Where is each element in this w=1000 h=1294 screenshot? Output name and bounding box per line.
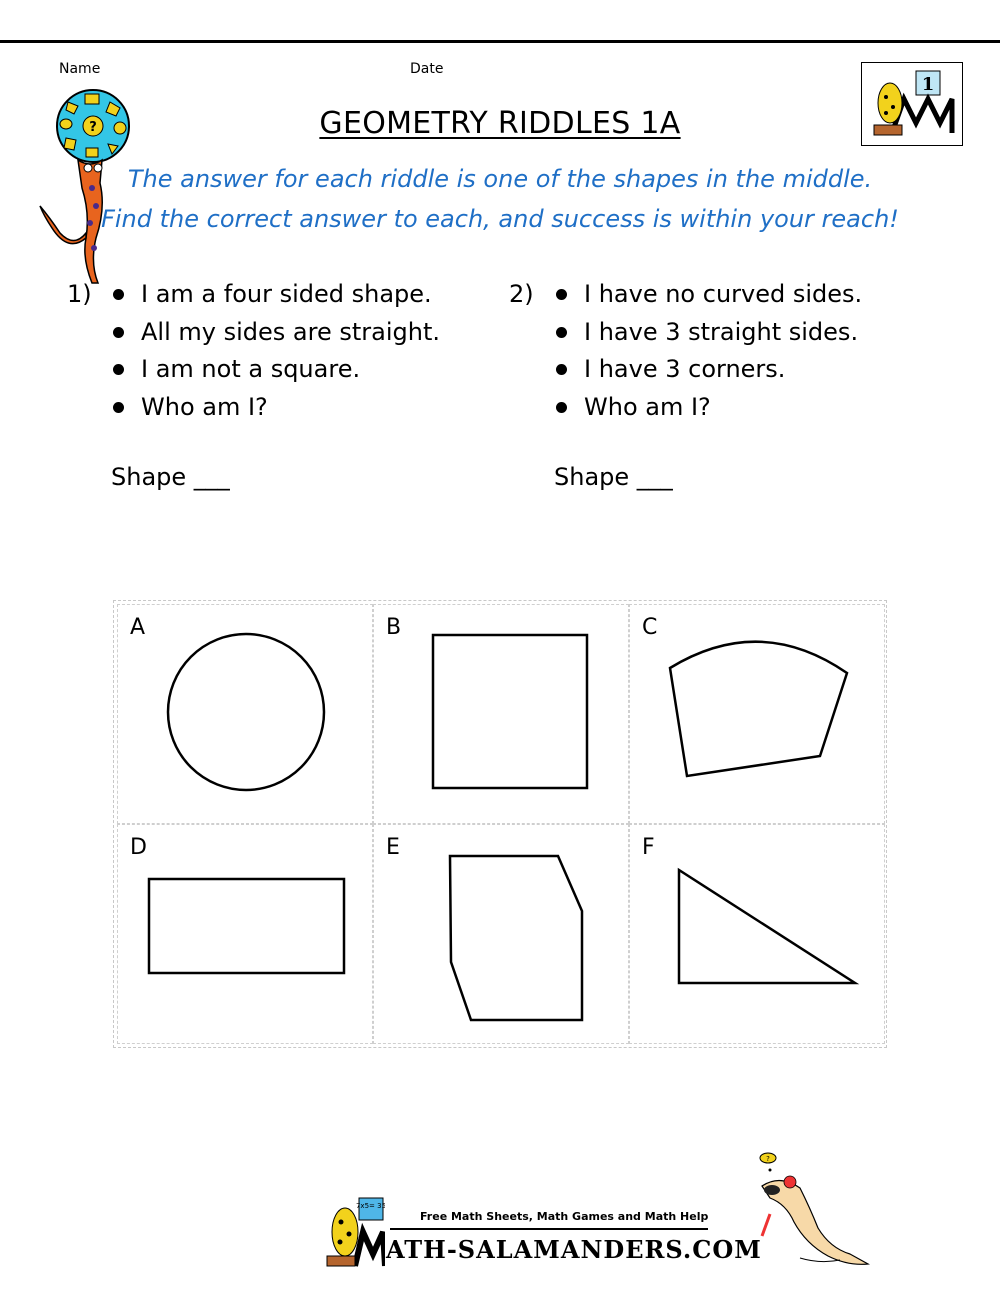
shape-label: E	[386, 835, 400, 860]
clue: Who am I?	[111, 392, 451, 430]
footer-rule	[390, 1228, 708, 1230]
footer-badge-text: 7x5= 35	[355, 1202, 385, 1210]
thinking-salamander-illustration	[740, 1148, 870, 1270]
shape-label: D	[130, 835, 147, 860]
intro-line-2: Find the correct answer to each, and success is within your reach!	[101, 205, 899, 233]
hexagon-shape-icon	[374, 825, 630, 1045]
shape-cell-c	[629, 604, 885, 824]
shape-cell-e	[373, 824, 629, 1044]
clue: I have 3 straight sides.	[554, 317, 894, 355]
clue: I am a four sided shape.	[111, 279, 451, 317]
shape-cell-f	[629, 824, 885, 1044]
page-title: GEOMETRY RIDDLES 1A	[319, 106, 681, 141]
riddle-2-number: 2)	[509, 280, 534, 308]
svg-text:?: ?	[89, 120, 97, 135]
shapes-grid	[113, 600, 887, 1048]
shape-label: C	[642, 615, 658, 640]
name-label: Name	[59, 61, 101, 77]
shape-cell-d	[117, 824, 373, 1044]
footer-tagline: Free Math Sheets, Math Games and Math Help	[420, 1210, 709, 1223]
intro-line-1: The answer for each riddle is one of the shapes in the middle.	[127, 165, 873, 193]
riddle-1-answer: Shape ___	[111, 463, 230, 491]
right-triangle-shape-icon	[630, 825, 886, 1045]
clue: I have no curved sides.	[554, 279, 894, 317]
clue: I have 3 corners.	[554, 354, 894, 392]
square-shape-icon	[374, 605, 630, 825]
circle-shape-icon	[118, 605, 374, 825]
shape-label: A	[130, 615, 146, 640]
rectangle-shape-icon	[118, 825, 374, 1045]
grade-number: 1	[921, 74, 935, 95]
shape-cell-b	[373, 604, 629, 824]
riddle-1-number: 1)	[67, 280, 92, 308]
riddle-2-answer: Shape ___	[554, 463, 673, 491]
clue: All my sides are straight.	[111, 317, 451, 355]
clue: I am not a square.	[111, 354, 451, 392]
footer-brand: ATH-SALAMANDERS.COM	[386, 1235, 762, 1264]
svg-text:?: ?	[766, 1155, 770, 1163]
clue: Who am I?	[554, 392, 894, 430]
curved-pentagon-shape-icon	[630, 605, 886, 825]
riddle-2-clues	[554, 279, 894, 429]
shape-label: B	[386, 615, 402, 640]
shape-cell-a	[117, 604, 373, 824]
date-label: Date	[410, 61, 444, 77]
grade-logo	[861, 62, 963, 146]
shape-label: F	[642, 835, 655, 860]
riddle-1-clues	[111, 279, 451, 429]
footer-salamander-logo	[325, 1196, 385, 1268]
top-rule	[0, 40, 1000, 43]
